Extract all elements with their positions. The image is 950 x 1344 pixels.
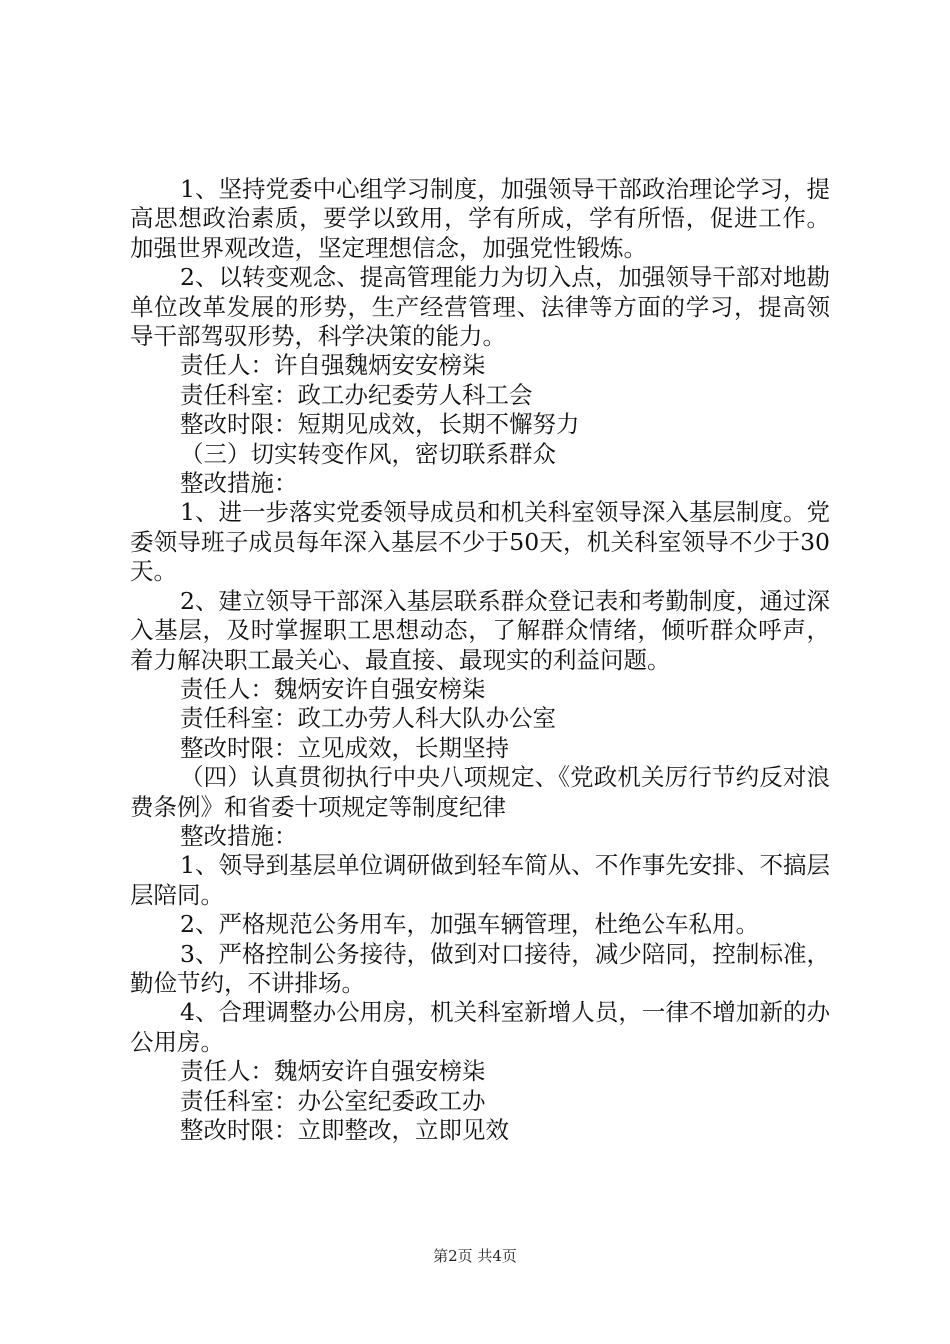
paragraph-responsible-office: 责任科室：政工办劳人科大队办公室 <box>180 704 556 733</box>
paragraph-responsible-person: 责任人：许自强魏炳安安榜柒 <box>180 351 486 380</box>
section-heading-3: （三）切实转变作风，密切联系群众 <box>180 439 556 468</box>
paragraph-responsible-person: 责任人：魏炳安许自强安榜柒 <box>180 674 486 703</box>
paragraph-responsible-office: 责任科室：政工办纪委劳人科工会 <box>180 380 533 409</box>
paragraph-grassroots-system: 1、进一步落实党委领导成员和机关科室领导深入基层制度。党委领导班子成员每年深入基层不少于50天，机关科室领导不少于30天。 <box>130 498 830 586</box>
paragraph-measures-label: 整改措施： <box>180 469 298 498</box>
paragraph-deadline: 整改时限：立见成效，长期坚持 <box>180 733 509 762</box>
paragraph-official-vehicles: 2、严格规范公务用车，加强车辆管理，杜绝公车私用。 <box>180 910 759 939</box>
paragraph-contact-masses: 2、建立领导干部深入基层联系群众登记表和考勤制度，通过深入基层，及时掌握职工思想动态，了解群众情绪，倾听群众呼声，着力解决职工最关心、最直接、最现实的利益问题。 <box>130 586 830 674</box>
paragraph-research-visits: 1、领导到基层单位调研做到轻车简从、不作事先安排、不搞层层陪同。 <box>130 851 830 909</box>
page-number-footer: 第2页 共4页 <box>433 1247 517 1265</box>
paragraph-measures-label: 整改措施： <box>180 821 298 850</box>
section-heading-4: （四）认真贯彻执行中央八项规定、《党政机关厉行节约反对浪费条例》和省委十项规定等制度纪律 <box>130 763 830 821</box>
document-body <box>130 175 830 1145</box>
paragraph-management-ability: 2、以转变观念、提高管理能力为切入点，加强领导干部对地勘单位改革发展的形势，生产经营管理、法律等方面的学习，提高领导干部驾驭形势，科学决策的能力。 <box>130 263 830 351</box>
paragraph-office-space: 4、合理调整办公用房，机关科室新增人员，一律不增加新的办公用房。 <box>130 998 830 1056</box>
paragraph-deadline: 整改时限：短期见成效，长期不懈努力 <box>180 410 580 439</box>
paragraph-responsible-office: 责任科室：办公室纪委政工办 <box>180 1086 486 1115</box>
paragraph-official-reception: 3、严格控制公务接待，做到对口接待，减少陪同，控制标准，勤俭节约，不讲排场。 <box>130 939 830 997</box>
paragraph-responsible-person: 责任人：魏炳安许自强安榜柒 <box>180 1057 486 1086</box>
paragraph-deadline: 整改时限：立即整改，立即见效 <box>180 1116 509 1144</box>
paragraph-study-system: 1、坚持党委中心组学习制度，加强领导干部政治理论学习，提高思想政治素质，要学以致用，学有所成，学有所悟，促进工作。加强世界观改造，坚定理想信念，加强党性锻炼。 <box>130 175 830 262</box>
